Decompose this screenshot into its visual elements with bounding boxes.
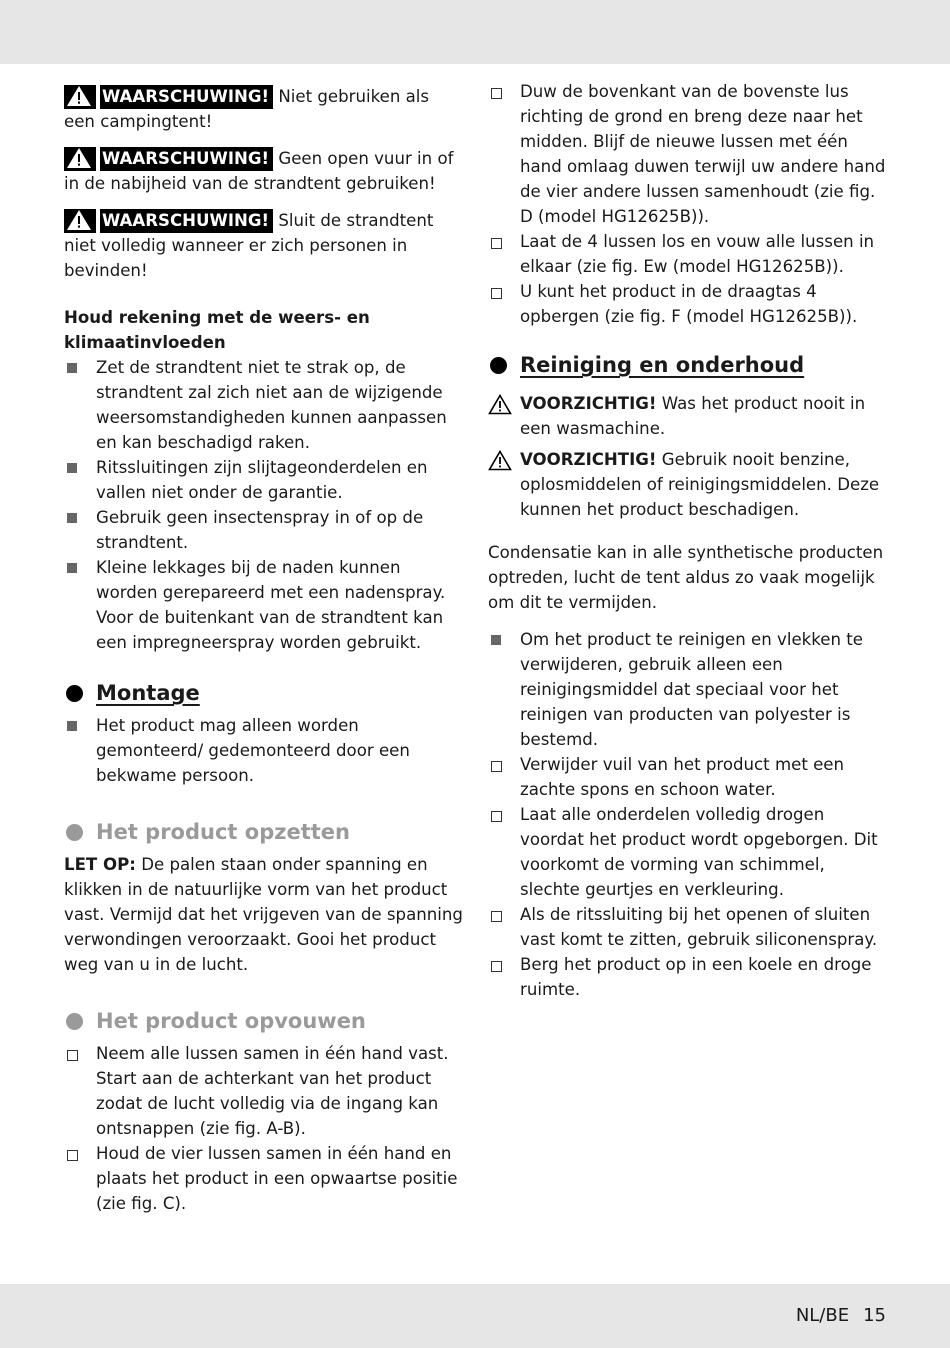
- section-dot-icon: [66, 1013, 83, 1030]
- caution-washing-machine: VOORZICHTIG! Was het product nooit in een wasmachine.: [488, 391, 888, 441]
- footer-locale: NL/BE: [795, 1305, 850, 1326]
- warning-open-fire: WAARSCHUWING! Geen open vuur in of in de nabijheid van de strandtent gebruiken!: [64, 149, 454, 193]
- section-heading-opzetten: Het product opzetten: [64, 818, 464, 846]
- list-item: Het product mag alleen worden gemonteerd/ gedemonteerd door een bekwame persoon.: [64, 713, 464, 788]
- square-bullet-icon: [67, 513, 77, 523]
- checkbox-bullet-icon: [491, 761, 502, 772]
- section-dot-icon: [66, 685, 83, 702]
- section-dot-icon: [66, 824, 83, 841]
- top-band: [0, 0, 950, 64]
- page-footer: [796, 1305, 886, 1326]
- warning-badge: WAARSCHUWING!: [64, 209, 273, 233]
- list-item: Laat alle onderdelen volledig drogen voordat het product wordt opgeborgen. Dit voorkomt de vorming van schimmel, slechte geurtjes en verkleuring.: [488, 802, 888, 902]
- warning-camping: WAARSCHUWING! Niet gebruiken als een campingtent!: [64, 87, 430, 131]
- warning-close-tent: WAARSCHUWING! Sluit de strandtent niet volledig wanneer er zich personen in bevinden!: [64, 211, 434, 280]
- checkbox-bullet-icon: [491, 911, 502, 922]
- warning-triangle-icon: [66, 147, 96, 172]
- list-item: Ritssluitingen zijn slijtageonderdelen en vallen niet onder de garantie.: [64, 455, 464, 505]
- caution-triangle-icon: [488, 394, 512, 419]
- section-heading-reiniging: Reiniging en onderhoud: [488, 351, 888, 379]
- checkbox-bullet-icon: [491, 238, 502, 249]
- checkbox-bullet-icon: [67, 1050, 78, 1061]
- section-dot-icon: [490, 357, 507, 374]
- square-bullet-icon: [67, 721, 77, 731]
- list-item: U kunt het product in de draagtas 4 opbergen (zie fig. F (model HG12625B)).: [488, 279, 888, 329]
- page-number: 15: [863, 1305, 886, 1326]
- list-item: Neem alle lussen samen in één hand vast. Start aan de achterkant van het product zodat de lucht volledig via de ingang kan ontsnappen (zie fig. A-B).: [64, 1041, 464, 1141]
- list-item: Berg het product op in een koele en droge ruimte.: [488, 952, 888, 1002]
- checkbox-bullet-icon: [491, 288, 502, 299]
- caution-triangle-icon: [488, 450, 512, 475]
- list-item: Om het product te reinigen en vlekken te verwijderen, gebruik alleen een reinigingsmiddel dat speciaal voor het reinigen van producten van polyester is bestemd.: [488, 627, 888, 752]
- note-paragraph: LET OP: De palen staan onder spanning en klikken in de natuurlijke vorm van het product vast. Vermijd dat het vrijgeven van de spanning verwondingen veroorzaakt. Gooi het product weg van u in de lucht.: [64, 855, 463, 974]
- condensation-paragraph: Condensatie kan in alle synthetische producten optreden, lucht de tent aldus zo vaak mogelijk om dit te vermijden.: [488, 543, 884, 612]
- list-item: Kleine lekkages bij de naden kunnen worden gerepareerd met een nadenspray. Voor de buitenkant van de strandtent kan een impregneerspray worden gebruikt.: [64, 555, 464, 655]
- list-item: Gebruik geen insectenspray in of op de strandtent.: [64, 505, 464, 555]
- checkbox-bullet-icon: [491, 811, 502, 822]
- weather-heading: Houd rekening met de weers- en klimaatinvloeden: [64, 308, 370, 352]
- square-bullet-icon: [491, 635, 501, 645]
- list-item: Duw de bovenkant van de bovenste lus richting de grond en breng deze naar het midden. Blijf de nieuwe lussen met één hand omlaag duwen terwijl uw andere hand de vier andere lussen samenhoudt (zie fig. D (model HG12625B)).: [488, 79, 888, 229]
- checkbox-bullet-icon: [67, 1150, 78, 1161]
- left-column: [64, 84, 464, 1216]
- caution-solvents: VOORZICHTIG! Gebruik nooit benzine, oplosmiddelen of reinigingsmiddelen. Deze kunnen het product beschadigen.: [488, 447, 888, 522]
- section-heading-montage: Montage: [64, 679, 464, 707]
- list-item: Laat de 4 lussen los en vouw alle lussen in elkaar (zie fig. Ew (model HG12625B)).: [488, 229, 888, 279]
- warning-badge: WAARSCHUWING!: [64, 147, 273, 171]
- section-heading-opvouwen: Het product opvouwen: [64, 1007, 464, 1035]
- warning-triangle-icon: [66, 209, 96, 234]
- square-bullet-icon: [67, 563, 77, 573]
- checkbox-bullet-icon: [491, 88, 502, 99]
- list-item: Verwijder vuil van het product met een zachte spons en schoon water.: [488, 752, 888, 802]
- right-column: [488, 79, 888, 1002]
- warning-triangle-icon: [66, 85, 96, 110]
- checkbox-bullet-icon: [491, 961, 502, 972]
- list-item: Houd de vier lussen samen in één hand en plaats het product in een opwaartse positie (zie fig. C).: [64, 1141, 464, 1216]
- list-item: Zet de strandtent niet te strak op, de strandtent zal zich niet aan de wijzigende weersomstandigheden kunnen aanpassen en kan beschadigd raken.: [64, 355, 464, 455]
- list-item: Als de ritssluiting bij het openen of sluiten vast komt te zitten, gebruik siliconenspray.: [488, 902, 888, 952]
- square-bullet-icon: [67, 363, 77, 373]
- square-bullet-icon: [67, 463, 77, 473]
- warning-badge: WAARSCHUWING!: [64, 85, 273, 109]
